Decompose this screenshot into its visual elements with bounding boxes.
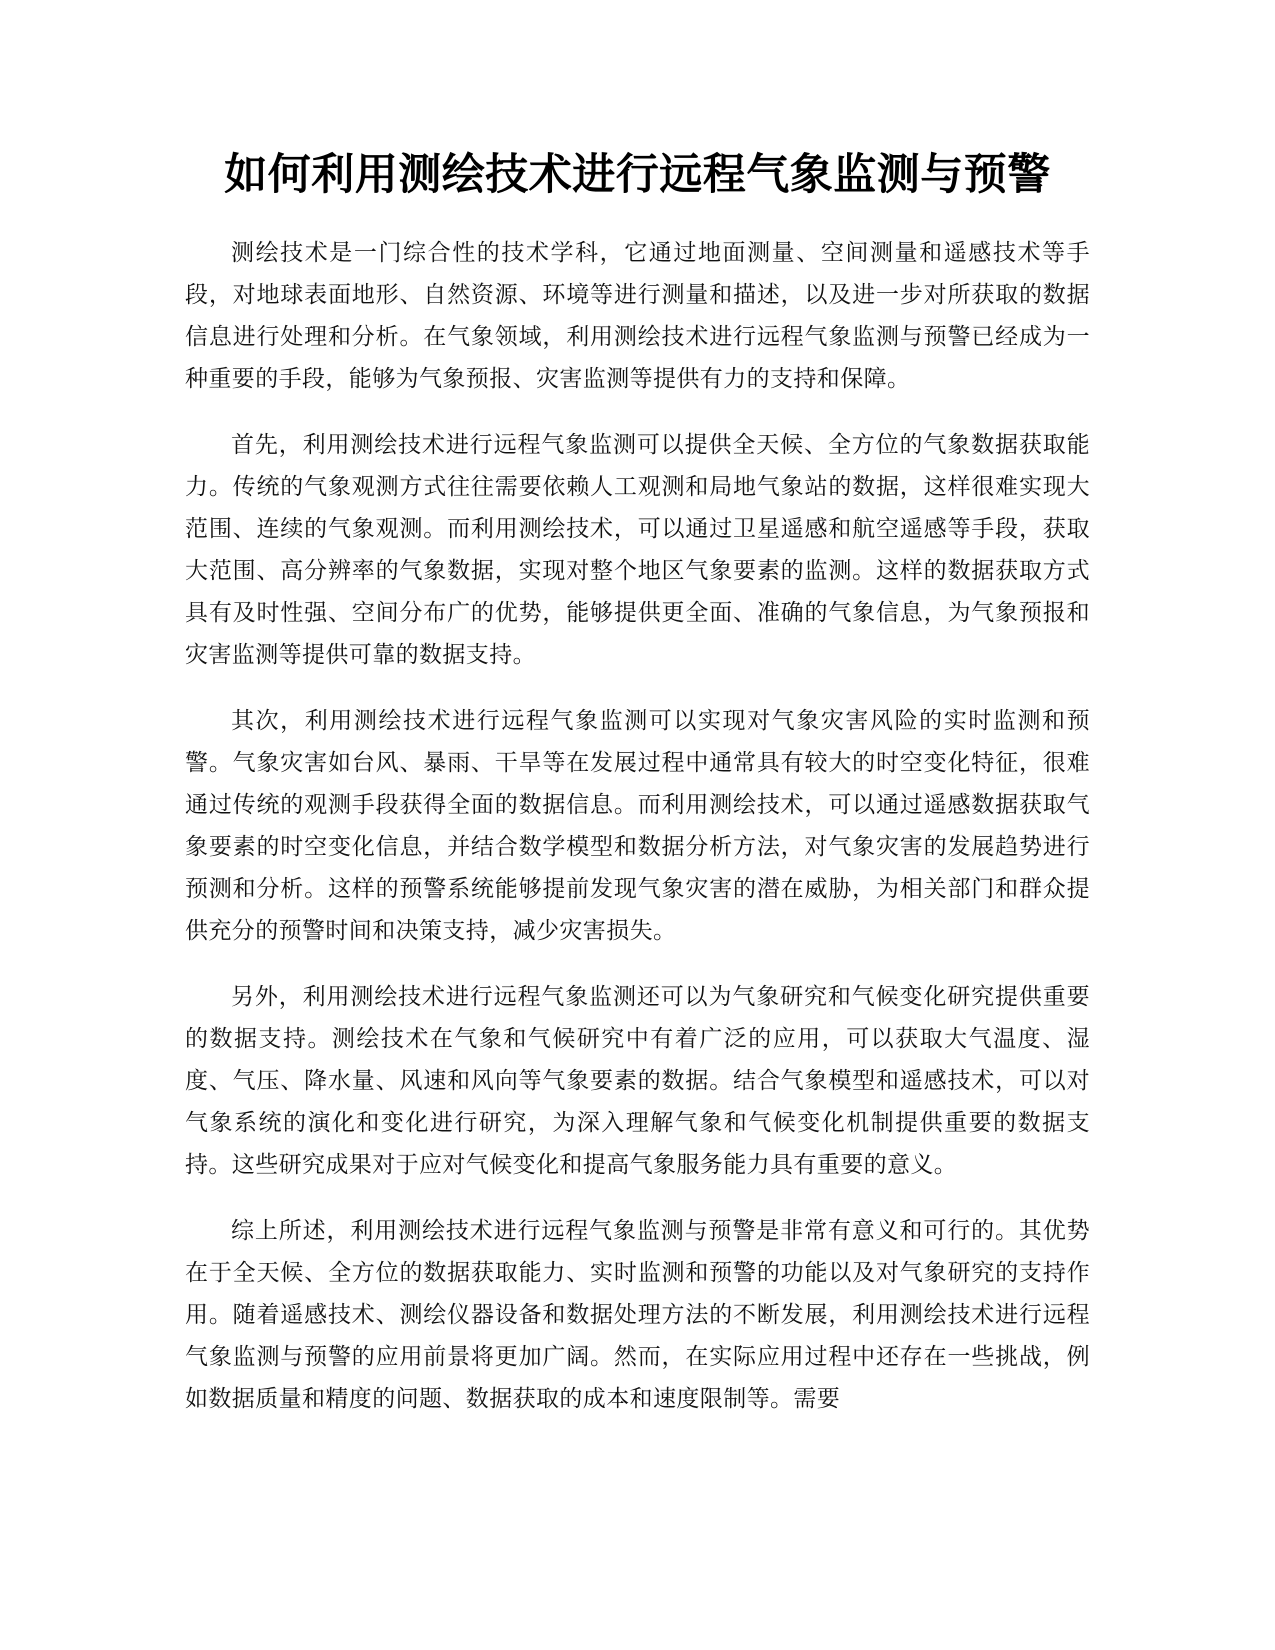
paragraph-second: 其次，利用测绘技术进行远程气象监测可以实现对气象灾害风险的实时监测和预警。气象灾害如台风、暴雨、干旱等在发展过程中通常具有较大的时空变化特征，很难通过传统的观测手段获得全面的数据信息。而利用测绘技术，可以通过遥感数据获取气象要素的时空变化信息，并结合数学模型和数据分析方法，对气象灾害的发展趋势进行预测和分析。这样的预警系统能够提前发现气象灾害的潜在威胁，为相关部门和群众提供充分的预警时间和决策支持，减少灾害损失。	[185, 708, 1090, 944]
paragraph-intro: 测绘技术是一门综合性的技术学科，它通过地面测量、空间测量和遥感技术等手段，对地球表面地形、自然资源、环境等进行测量和描述，以及进一步对所获取的数据信息进行处理和分析。在气象领域，利用测绘技术进行远程气象监测与预警已经成为一种重要的手段，能够为气象预报、灾害监测等提供有力的支持和保障。	[185, 240, 1090, 392]
document-title: 如何利用测绘技术进行远程气象监测与预警	[224, 150, 1051, 200]
paragraph-first: 首先，利用测绘技术进行远程气象监测可以提供全天候、全方位的气象数据获取能力。传统的气象观测方式往往需要依赖人工观测和局地气象站的数据，这样很难实现大范围、连续的气象观测。而利用测绘技术，可以通过卫星遥感和航空遥感等手段，获取大范围、高分辨率的气象数据，实现对整个地区气象要素的监测。这样的数据获取方式具有及时性强、空间分布广的优势，能够提供更全面、准确的气象信息，为气象预报和灾害监测等提供可靠的数据支持。	[185, 432, 1090, 668]
document-page	[185, 140, 1090, 1444]
paragraph-conclusion: 综上所述，利用测绘技术进行远程气象监测与预警是非常有意义和可行的。其优势在于全天候、全方位的数据获取能力、实时监测和预警的功能以及对气象研究的支持作用。随着遥感技术、测绘仪器设备和数据处理方法的不断发展，利用测绘技术进行远程气象监测与预警的应用前景将更加广阔。然而，在实际应用过程中还存在一些挑战，例如数据质量和精度的问题、数据获取的成本和速度限制等。需要	[185, 1218, 1090, 1412]
paragraph-additionally: 另外，利用测绘技术进行远程气象监测还可以为气象研究和气候变化研究提供重要的数据支持。测绘技术在气象和气候研究中有着广泛的应用，可以获取大气温度、湿度、气压、降水量、风速和风向等气象要素的数据。结合气象模型和遥感技术，可以对气象系统的演化和变化进行研究，为深入理解气象和气候变化机制提供重要的数据支持。这些研究成果对于应对气候变化和提高气象服务能力具有重要的意义。	[185, 984, 1090, 1178]
